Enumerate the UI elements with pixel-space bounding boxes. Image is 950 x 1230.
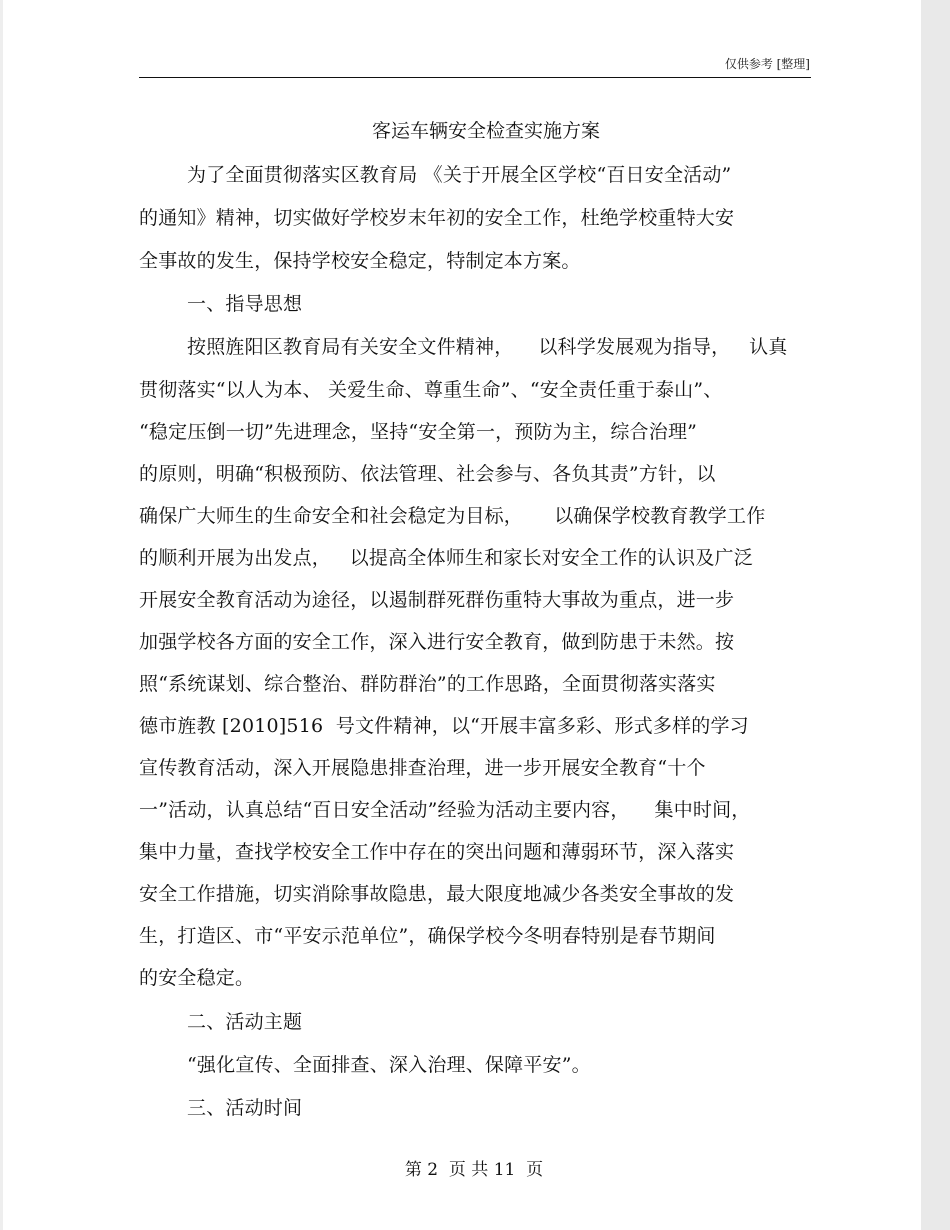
body-line-9: 照“系统谋划、综合整治、群防群治”的工作思路，全面贯彻落实落实 — [139, 673, 716, 695]
page-right-margin — [921, 0, 950, 1230]
section-heading-activity-theme: 二、活动主题 — [187, 1011, 303, 1033]
page-left-edge — [0, 0, 3, 1230]
body-line-16: 的安全稳定。 — [139, 967, 255, 989]
body-line-10: 德市旌教 [2010]516 号文件精神，以“开展丰富多彩、形式多样的学习 — [139, 715, 749, 737]
activity-theme-text: “强化宣传、全面排查、深入治理、保障平安”。 — [187, 1054, 591, 1076]
body-line-6: 的顺利开展为出发点， 以提高全体师生和家长对安全工作的认识及广泛 — [139, 547, 753, 569]
body-line-13: 集中力量，查找学校安全工作中存在的突出问题和薄弱环节，深入落实 — [139, 841, 735, 863]
body-line-7: 开展安全教育活动为途径，以遏制群死群伤重特大事故为重点，进一步 — [139, 589, 735, 611]
section-heading-guiding-ideology: 一、指导思想 — [187, 293, 303, 315]
body-line-11: 宣传教育活动，深入开展隐患排查治理，进一步开展安全教育“十个 — [139, 757, 706, 779]
body-line-5: 确保广大师生的生命安全和社会稳定为目标， 以确保学校教育教学工作 — [139, 505, 766, 527]
header-note: 仅供参考 [整理] — [724, 57, 810, 71]
body-line-8: 加强学校各方面的安全工作，深入进行安全教育，做到防患于未然。按 — [139, 631, 735, 653]
document-title: 客运车辆安全检查实施方案 — [371, 120, 600, 142]
intro-line-3: 全事故的发生，保持学校安全稳定，特制定本方案。 — [139, 250, 581, 272]
body-line-3: “稳定压倒一切”先进理念，坚持“安全第一，预防为主，综合治理” — [139, 421, 698, 443]
body-line-4: 的原则，明确“积极预防、依法管理、社会参与、各负其责”方针，以 — [139, 463, 716, 485]
page-number-footer: 第 2 页 共 11 页 — [404, 1160, 544, 1180]
body-line-12: 一”活动，认真总结“百日安全活动”经验为活动主要内容， 集中时间， — [139, 799, 751, 821]
body-line-2: 贯彻落实“以人为本、 关爱生命、尊重生命”、“安全责任重于泰山”、 — [139, 379, 723, 401]
body-line-14: 安全工作措施，切实消除事故隐患，最大限度地减少各类安全事故的发 — [139, 883, 735, 905]
body-line-1: 按照旌阳区教育局有关安全文件精神， 以科学发展观为指导， 认真 — [187, 336, 788, 358]
intro-line-2: 的通知》精神，切实做好学校岁末年初的安全工作，杜绝学校重特大安 — [139, 207, 735, 229]
header-rule — [139, 77, 811, 78]
body-line-15: 生，打造区、市“平安示范单位”，确保学校今冬明春特别是春节期间 — [139, 925, 716, 947]
section-heading-activity-time: 三、活动时间 — [187, 1097, 303, 1119]
intro-line-1: 为了全面贯彻落实区教育局 《关于开展全区学校“百日安全活动” — [187, 164, 732, 186]
